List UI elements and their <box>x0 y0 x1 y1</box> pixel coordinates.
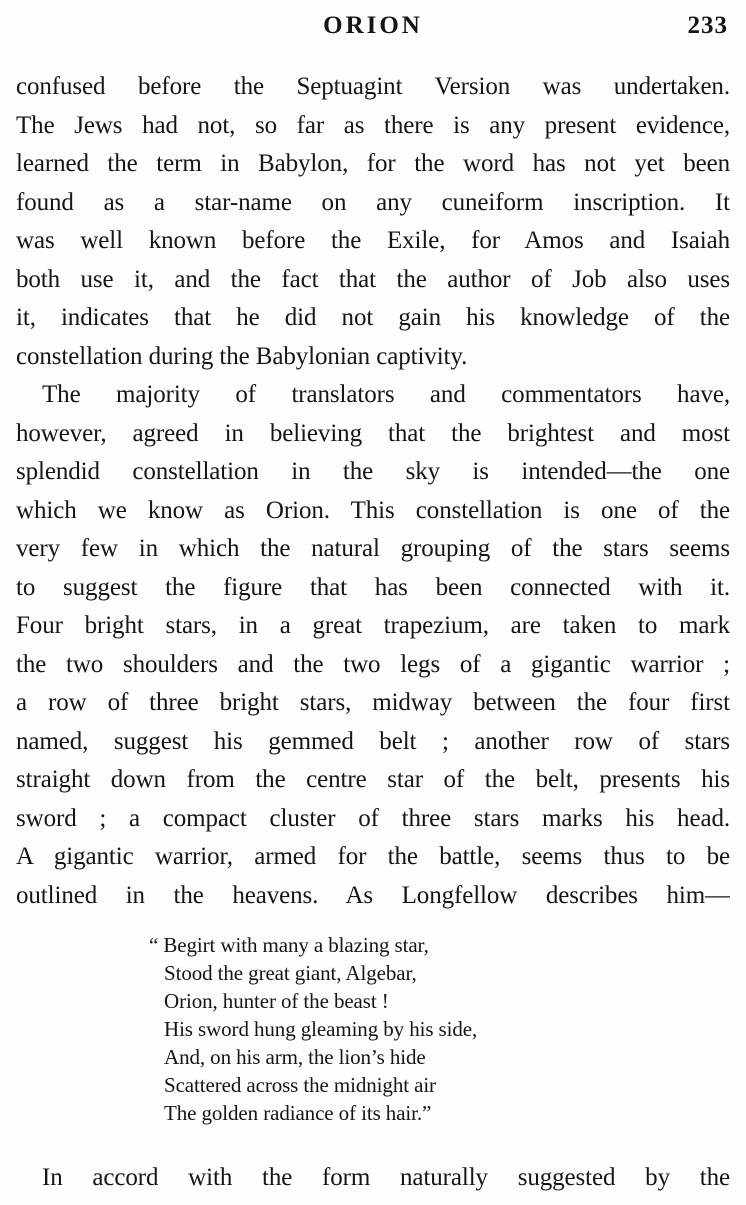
text-line: the two shoulders and the two legs of a gigantic warrior ; <box>16 650 730 678</box>
text-line: found as a star-name on any cuneiform inscription. It <box>16 188 730 216</box>
text-line: The majority of translators and commentators have, <box>42 381 730 408</box>
page-number: 233 <box>687 12 728 39</box>
text-line: Four bright stars, in a great trapezium, are taken to mark <box>16 612 730 639</box>
poem-line: Orion, hunter of the beast ! <box>164 989 389 1013</box>
paragraphs-after-poem <box>16 1159 730 1198</box>
text-line: In accord with the form naturally suggested by the <box>42 1164 730 1191</box>
poem-line: “ Begirt with many a blazing star, <box>149 933 429 957</box>
poem-line: And, on his arm, the lion’s hide <box>164 1045 426 1069</box>
text-line: very few in which the natural grouping of the stars seems <box>16 535 730 562</box>
text-line: constellation during the Babylonian captivity. <box>16 342 468 370</box>
body-text <box>16 68 730 1198</box>
paragraph <box>16 1159 730 1198</box>
text-line: splendid constellation in the sky is intended—the one <box>16 458 730 485</box>
text-line: which we know as Orion. This constellation is one of the <box>16 496 730 524</box>
text-line: The Jews had not, so far as there is any present evidence, <box>16 111 730 139</box>
paragraphs-before-poem <box>16 68 730 915</box>
text-line: learned the term in Babylon, for the word has not yet been <box>16 150 730 177</box>
poem-line: His sword hung gleaming by his side, <box>164 1017 478 1041</box>
text-line: both use it, and the fact that the author of Job also uses <box>16 265 730 293</box>
text-line: named, suggest his gemmed belt ; another row of stars <box>16 727 730 755</box>
text-line: outlined in the heavens. As Longfellow describes him— <box>16 881 730 909</box>
paragraph <box>16 376 730 915</box>
text-line: was well known before the Exile, for Amos and Isaiah <box>16 227 730 254</box>
poem-line: Stood the great giant, Algebar, <box>164 961 417 985</box>
text-line: a row of three bright stars, midway between the four first <box>16 689 730 716</box>
text-line: straight down from the centre star of the belt, presents his <box>16 766 730 793</box>
poem-line: The golden radiance of its hair.” <box>164 1101 432 1125</box>
running-head <box>16 10 730 42</box>
paragraph <box>16 68 730 376</box>
text-line: sword ; a compact cluster of three stars marks his head. <box>16 804 730 832</box>
poem-block <box>149 931 730 1127</box>
text-line: it, indicates that he did not gain his knowledge of the <box>16 304 730 331</box>
running-head-title: ORION <box>323 12 423 39</box>
text-line: to suggest the figure that has been connected with it. <box>16 573 730 601</box>
text-line: however, agreed in believing that the brightest and most <box>16 419 730 447</box>
text-line: A gigantic warrior, armed for the battle, seems thus to be <box>16 843 730 870</box>
text-line: confused before the Septuagint Version was undertaken. <box>16 73 730 100</box>
poem-line: Scattered across the midnight air <box>164 1073 436 1097</box>
